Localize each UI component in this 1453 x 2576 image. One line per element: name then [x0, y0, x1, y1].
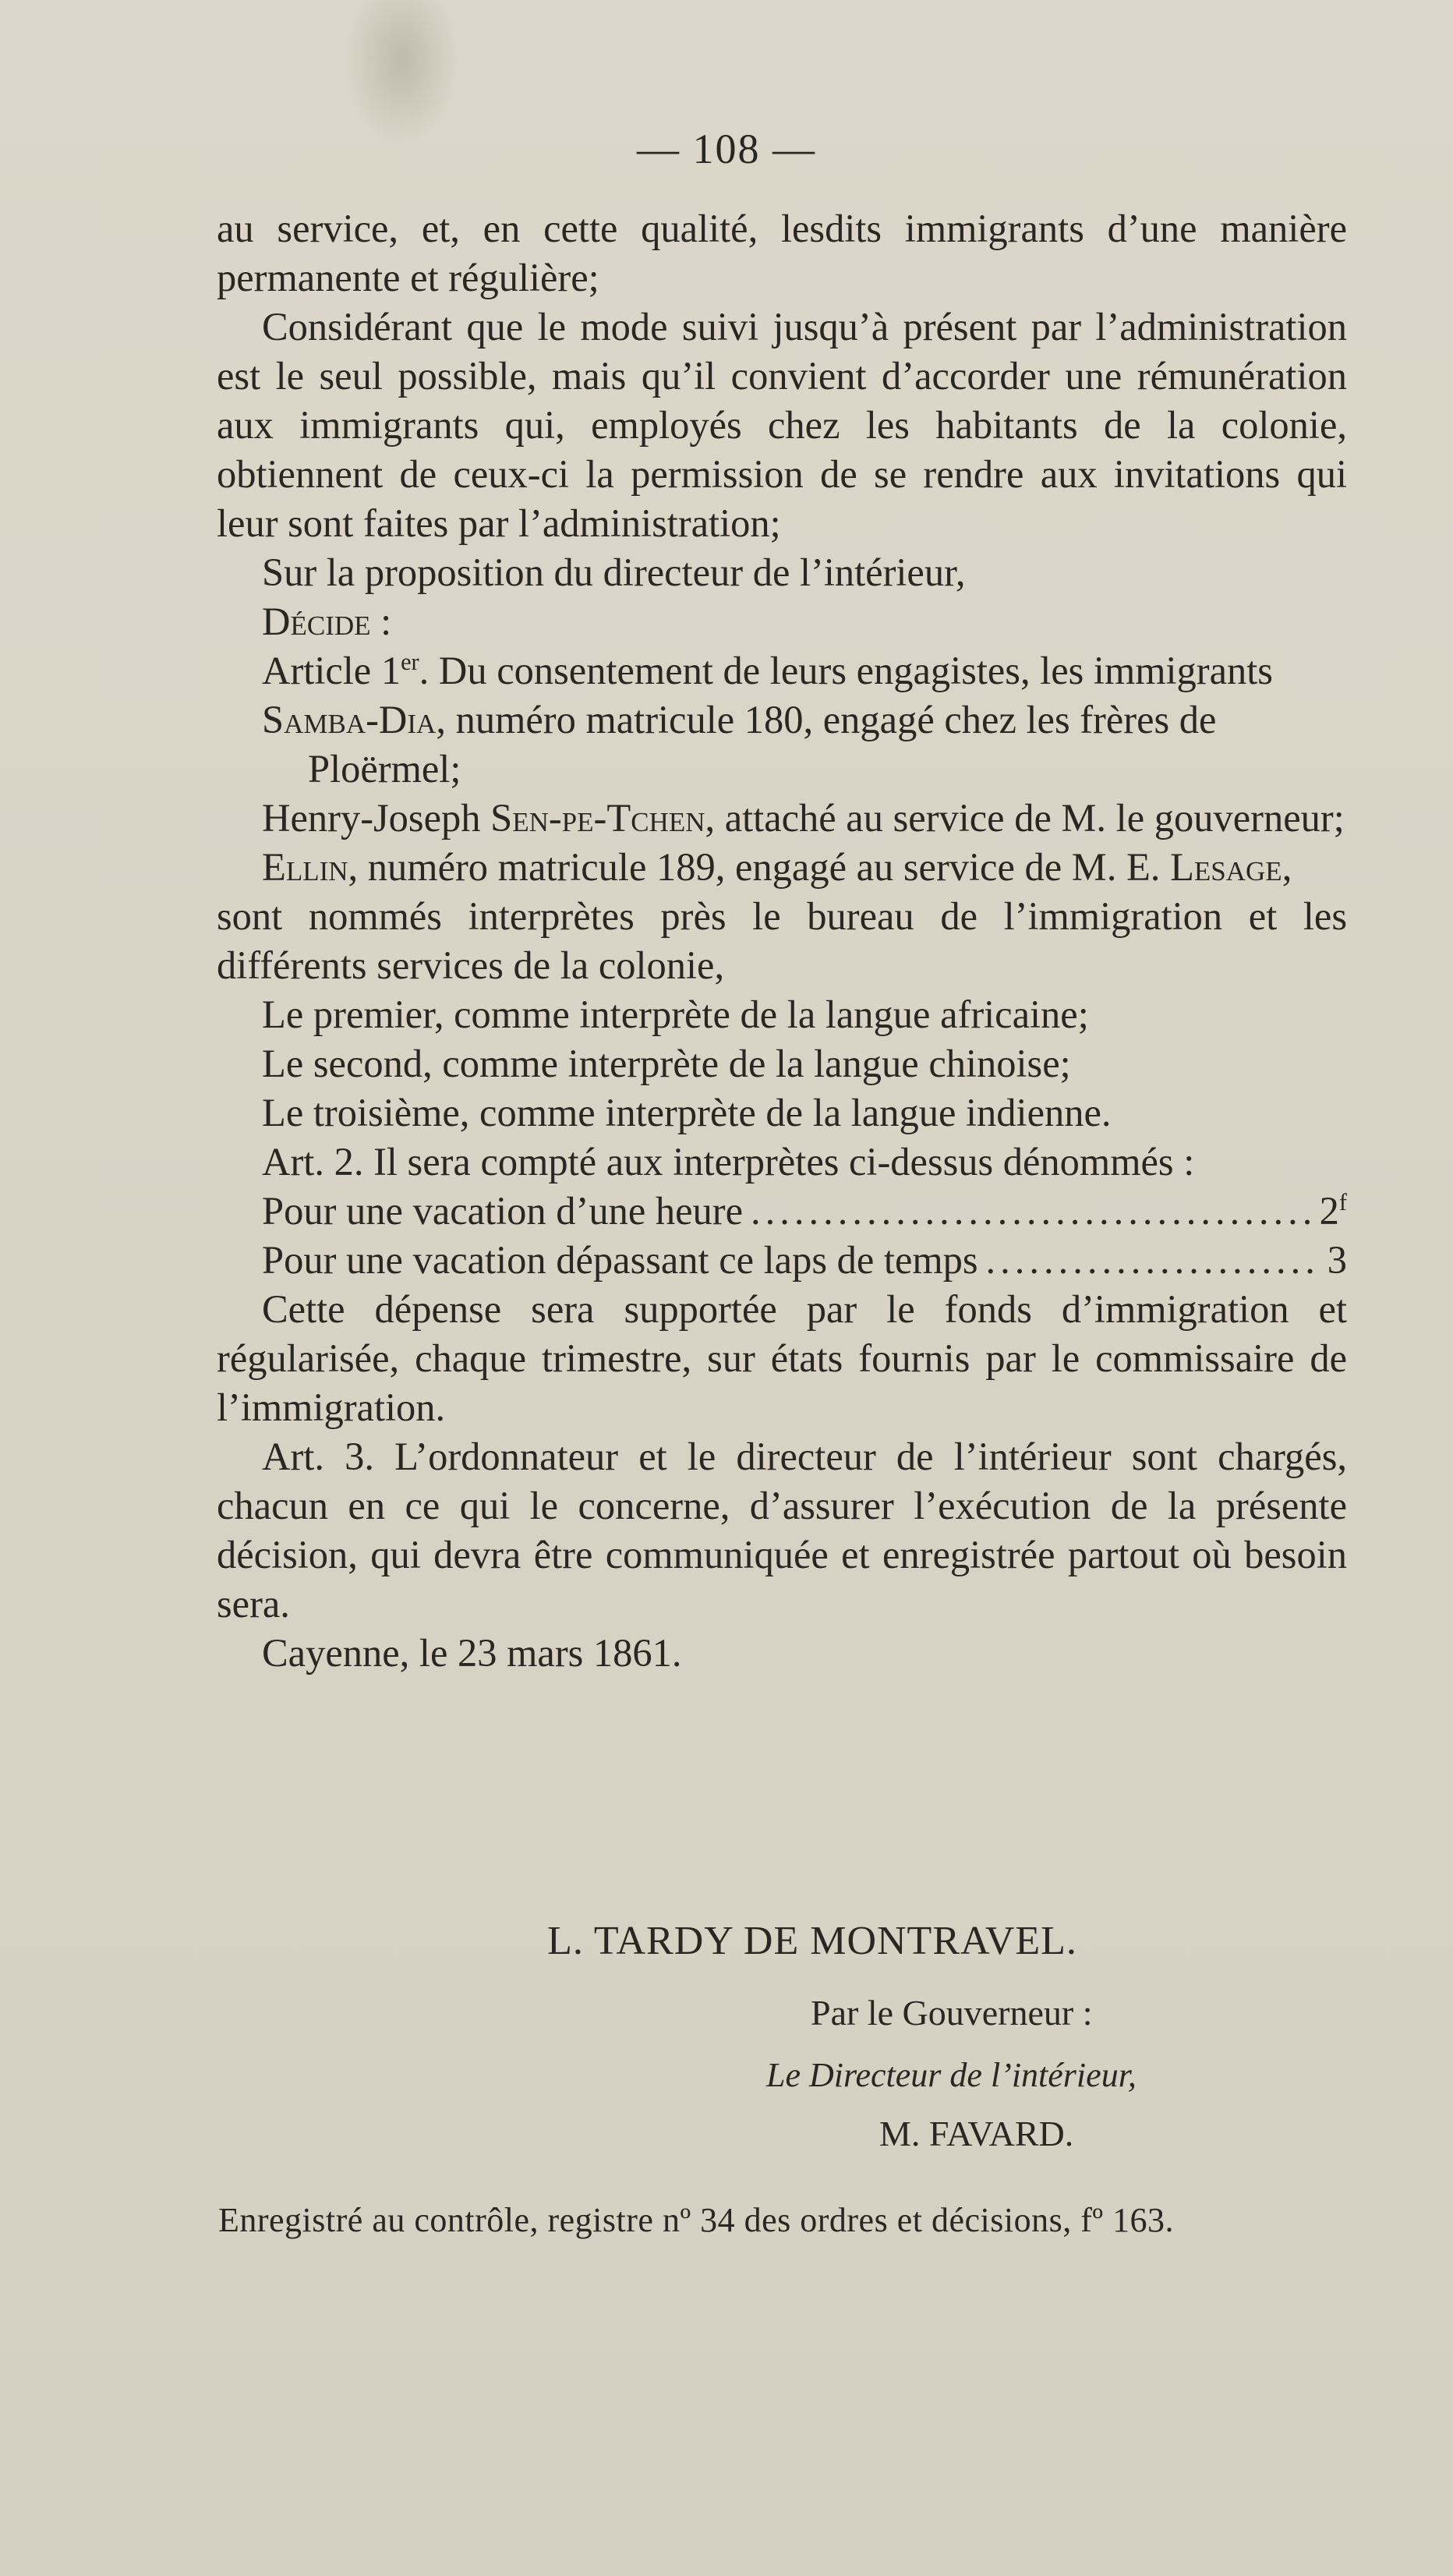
decide-heading: Décide :: [262, 600, 392, 643]
paragraph: au service, et, en cette qualité, lesdits immigrants d’une manière permanente et régulière;: [217, 207, 1347, 299]
article-3: Art. 3. L’ordonnateur et le directeur de l’intérieur sont chargés, chacun en ce qui le concerne, d’assurer l’exécution de la présente décision, qui devra être communiquée et enregistrée partout où besoin sera.: [217, 1435, 1347, 1626]
interpreter-role: Le premier, comme interprète de la langue africaine;: [262, 993, 1089, 1036]
decision-text: [217, 204, 1347, 1678]
page-number: — 108 —: [637, 126, 816, 172]
article-1: Article 1er. Du consentement de leurs engagistes, les immigrants: [262, 649, 1273, 692]
article-2: Art. 2. Il sera compté aux interprètes ci-dessus dénommés :: [262, 1140, 1195, 1184]
fee-amount: 2$^f$: [1319, 1189, 1347, 1233]
fee-amount: 3: [1327, 1238, 1347, 1282]
fee-row: [217, 1187, 1347, 1236]
immigrant-entry: Ellin, numéro matricule 189, engagé au service de M. E. Lesage,: [262, 845, 1292, 889]
paragraph-considerant: Considérant que le mode suivi jusqu’à présent par l’administration est le seul possible, mais qu’il convient d’accorder une rémunération aux immigrants qui, employés chez les habitants de la colonie, obtiennent de ceux-ci la permission de se rendre aux invitations qui leur sont faites par l’administration;: [217, 305, 1347, 545]
paragraph-nomination: sont nommés interprètes près le bureau de l’immigration et les différents services de la colonie,: [217, 894, 1347, 987]
paragraph-proposition: Sur la proposition du directeur de l’intérieur,: [262, 550, 966, 594]
signatory-name: L. TARDY DE MONTRAVEL.: [547, 1919, 1077, 1963]
registration-note: Enregistré au contrôle, registre nº 34 des ordres et décisions, fº 163.: [218, 2201, 1174, 2239]
date-line: Cayenne, le 23 mars 1861.: [262, 1631, 682, 1675]
fee-label: Pour une vacation dépassant ce laps de temps: [262, 1238, 978, 1282]
interpreter-role: Le second, comme interprète de la langue chinoise;: [262, 1042, 1071, 1085]
immigrant-entry: Henry-Joseph Sen-pe-Tchen, attaché au service de M. le gouverneur;: [262, 796, 1345, 840]
signature-by: Par le Gouverneur :: [811, 1993, 1093, 2033]
signature-title: Le Directeur de l’intérieur,: [766, 2056, 1137, 2094]
dot-leader: [751, 1187, 1312, 1236]
dot-leader: [986, 1236, 1320, 1285]
paragraph-expense: Cette dépense sera supportée par le fonds d’immigration et régularisée, chaque trimestre, sur états fournis par le commissaire de l’immigration.: [217, 1287, 1347, 1429]
immigrant-entry: Samba-Dia, numéro matricule 180, engagé chez les frères de Ploërmel;: [262, 698, 1217, 791]
fee-label: Pour une vacation d’une heure: [262, 1189, 743, 1233]
fee-row: [217, 1236, 1347, 1285]
signature-official: M. FAVARD.: [879, 2114, 1074, 2153]
interpreter-role: Le troisième, comme interprète de la langue indienne.: [262, 1091, 1112, 1134]
